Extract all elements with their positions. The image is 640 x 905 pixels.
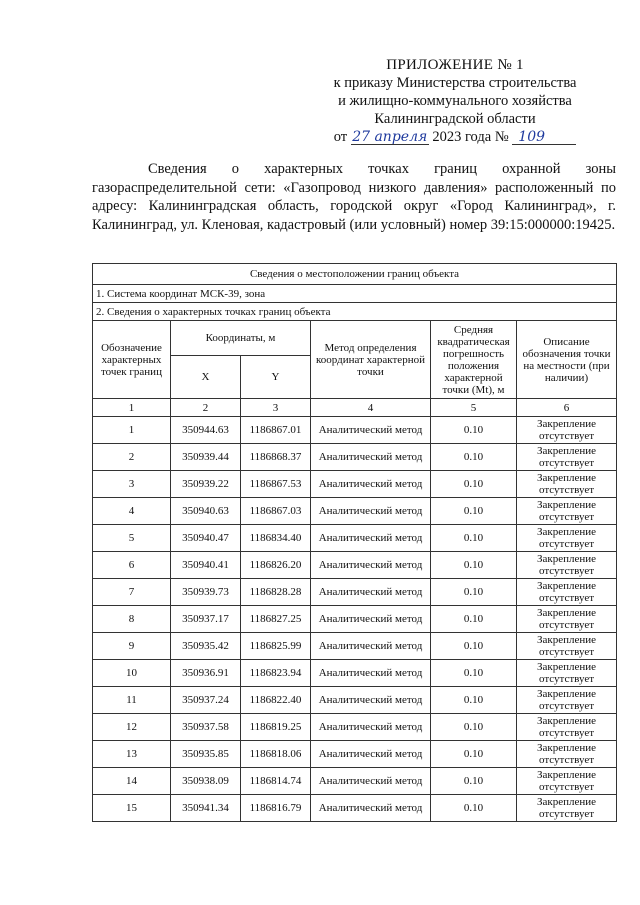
cell-coord-x: 350939.44 [171, 444, 241, 471]
cell-description: Закрепление отсутствует [517, 552, 617, 579]
cell-description: Закрепление отсутствует [517, 687, 617, 714]
handwritten-date: 27 апреля [352, 129, 428, 145]
cell-coord-y: 1186819.25 [241, 714, 311, 741]
cell-coord-x: 350940.47 [171, 525, 241, 552]
cell-coord-x: 350935.42 [171, 633, 241, 660]
cell-description: Закрепление отсутствует [517, 633, 617, 660]
cell-coord-y: 1186828.28 [241, 579, 311, 606]
table-row [93, 606, 617, 633]
cell-method: Аналитический метод [311, 606, 431, 633]
handwritten-order-number: 109 [512, 130, 576, 145]
cell-method: Аналитический метод [311, 741, 431, 768]
cell-description: Закрепление отсутствует [517, 579, 617, 606]
cell-coord-y: 1186867.03 [241, 498, 311, 525]
boundary-points-table [92, 263, 617, 822]
cell-error: 0.10 [431, 417, 517, 444]
cell-method: Аналитический метод [311, 525, 431, 552]
cell-coord-x: 350937.24 [171, 687, 241, 714]
cell-coord-y: 1186816.79 [241, 795, 311, 822]
cell-coord-x: 350939.73 [171, 579, 241, 606]
cell-error: 0.10 [431, 741, 517, 768]
cell-coord-y: 1186822.40 [241, 687, 311, 714]
cell-method: Аналитический метод [311, 768, 431, 795]
cell-point-number: 5 [93, 525, 171, 552]
table-title: Сведения о местоположении границ объекта [93, 264, 617, 285]
cell-error: 0.10 [431, 795, 517, 822]
table-row [93, 660, 617, 687]
table-row [93, 417, 617, 444]
cell-method: Аналитический метод [311, 795, 431, 822]
cell-coord-y: 1186867.01 [241, 417, 311, 444]
appendix-title: ПРИЛОЖЕНИЕ № 1 [386, 57, 524, 73]
table-row [93, 687, 617, 714]
cell-error: 0.10 [431, 471, 517, 498]
cell-coord-y: 1186814.74 [241, 768, 311, 795]
cell-coord-x: 350936.91 [171, 660, 241, 687]
table-row [93, 444, 617, 471]
cell-coord-x: 350937.17 [171, 606, 241, 633]
col-header-coordinates: Координаты, м [171, 321, 311, 356]
cell-description: Закрепление отсутствует [517, 768, 617, 795]
cell-coord-x: 350941.34 [171, 795, 241, 822]
table-row [93, 579, 617, 606]
cell-coord-y: 1186868.37 [241, 444, 311, 471]
cell-coord-y: 1186825.99 [241, 633, 311, 660]
table-row [93, 633, 617, 660]
header-line-1: к приказу Министерства строительства [333, 75, 577, 91]
cell-coord-x: 350944.63 [171, 417, 241, 444]
cell-coord-x: 350938.09 [171, 768, 241, 795]
cell-method: Аналитический метод [311, 579, 431, 606]
col-header-y: Y [241, 356, 311, 399]
cell-method: Аналитический метод [311, 444, 431, 471]
cell-coord-y: 1186818.06 [241, 741, 311, 768]
cell-point-number: 3 [93, 471, 171, 498]
cell-point-number: 12 [93, 714, 171, 741]
table-row [93, 552, 617, 579]
col-number: 5 [431, 399, 517, 417]
table-row [93, 471, 617, 498]
cell-point-number: 15 [93, 795, 171, 822]
table-row [93, 768, 617, 795]
date-suffix: 2023 года № [432, 129, 509, 145]
cell-error: 0.10 [431, 660, 517, 687]
cell-point-number: 14 [93, 768, 171, 795]
cell-point-number: 4 [93, 498, 171, 525]
table-row [93, 714, 617, 741]
cell-error: 0.10 [431, 606, 517, 633]
cell-error: 0.10 [431, 444, 517, 471]
cell-point-number: 11 [93, 687, 171, 714]
cell-coord-y: 1186834.40 [241, 525, 311, 552]
cell-description: Закрепление отсутствует [517, 795, 617, 822]
cell-point-number: 1 [93, 417, 171, 444]
cell-error: 0.10 [431, 525, 517, 552]
cell-method: Аналитический метод [311, 714, 431, 741]
cell-method: Аналитический метод [311, 552, 431, 579]
cell-method: Аналитический метод [311, 498, 431, 525]
cell-error: 0.10 [431, 552, 517, 579]
coordinate-system-row: 1. Система координат МСК-39, зона [93, 285, 617, 303]
cell-error: 0.10 [431, 633, 517, 660]
cell-description: Закрепление отсутствует [517, 444, 617, 471]
cell-point-number: 10 [93, 660, 171, 687]
cell-method: Аналитический метод [311, 633, 431, 660]
cell-description: Закрепление отсутствует [517, 471, 617, 498]
cell-coord-x: 350939.22 [171, 471, 241, 498]
col-header-method: Метод определения координат характерной точки [311, 321, 431, 399]
cell-error: 0.10 [431, 768, 517, 795]
cell-point-number: 6 [93, 552, 171, 579]
appendix-header [300, 56, 610, 146]
cell-coord-y: 1186867.53 [241, 471, 311, 498]
cell-error: 0.10 [431, 714, 517, 741]
col-number: 1 [93, 399, 171, 417]
date-prefix: от [333, 129, 348, 145]
cell-description: Закрепление отсутствует [517, 741, 617, 768]
cell-method: Аналитический метод [311, 660, 431, 687]
col-number: 4 [311, 399, 431, 417]
table-row [93, 525, 617, 552]
cell-description: Закрепление отсутствует [517, 660, 617, 687]
cell-method: Аналитический метод [311, 417, 431, 444]
cell-coord-x: 350940.41 [171, 552, 241, 579]
header-line-3: Калининградской области [374, 111, 536, 127]
cell-method: Аналитический метод [311, 687, 431, 714]
header-line-2: и жилищно-коммунального хозяйства [338, 93, 572, 109]
cell-point-number: 2 [93, 444, 171, 471]
col-header-error: Средняя квадратическая погрешность положения характерной точки (Mt), м [431, 321, 517, 399]
cell-description: Закрепление отсутствует [517, 606, 617, 633]
cell-coord-x: 350940.63 [171, 498, 241, 525]
cell-description: Закрепление отсутствует [517, 498, 617, 525]
cell-description: Закрепление отсутствует [517, 714, 617, 741]
cell-point-number: 7 [93, 579, 171, 606]
cell-error: 0.10 [431, 498, 517, 525]
col-header-point: Обозначение характерных точек границ [93, 321, 171, 399]
col-number: 3 [241, 399, 311, 417]
col-header-description: Описание обозначения точки на местности (при наличии) [517, 321, 617, 399]
table-row [93, 795, 617, 822]
order-date-line [300, 128, 610, 146]
cell-error: 0.10 [431, 579, 517, 606]
cell-error: 0.10 [431, 687, 517, 714]
col-number: 2 [171, 399, 241, 417]
table-row [93, 741, 617, 768]
cell-coord-x: 350935.85 [171, 741, 241, 768]
cell-coord-y: 1186827.25 [241, 606, 311, 633]
cell-point-number: 9 [93, 633, 171, 660]
cell-description: Закрепление отсутствует [517, 417, 617, 444]
cell-point-number: 13 [93, 741, 171, 768]
cell-coord-y: 1186823.94 [241, 660, 311, 687]
cell-method: Аналитический метод [311, 471, 431, 498]
cell-coord-y: 1186826.20 [241, 552, 311, 579]
cell-description: Закрепление отсутствует [517, 525, 617, 552]
col-number: 6 [517, 399, 617, 417]
cell-point-number: 8 [93, 606, 171, 633]
intro-paragraph: Сведения о характерных точках границ охранной зоны газораспределительной сети: «Газопровод низкого давления» расположенный по адресу: Калининградская область, городской округ «Город Калининград», г. Калининград, ул. Кленовая, кадастровый (или условный) номер 39:15:000000:19425. [92, 161, 616, 233]
table-row [93, 498, 617, 525]
section-heading-row: 2. Сведения о характерных точках границ объекта [93, 303, 617, 321]
cell-coord-x: 350937.58 [171, 714, 241, 741]
col-header-x: X [171, 356, 241, 399]
